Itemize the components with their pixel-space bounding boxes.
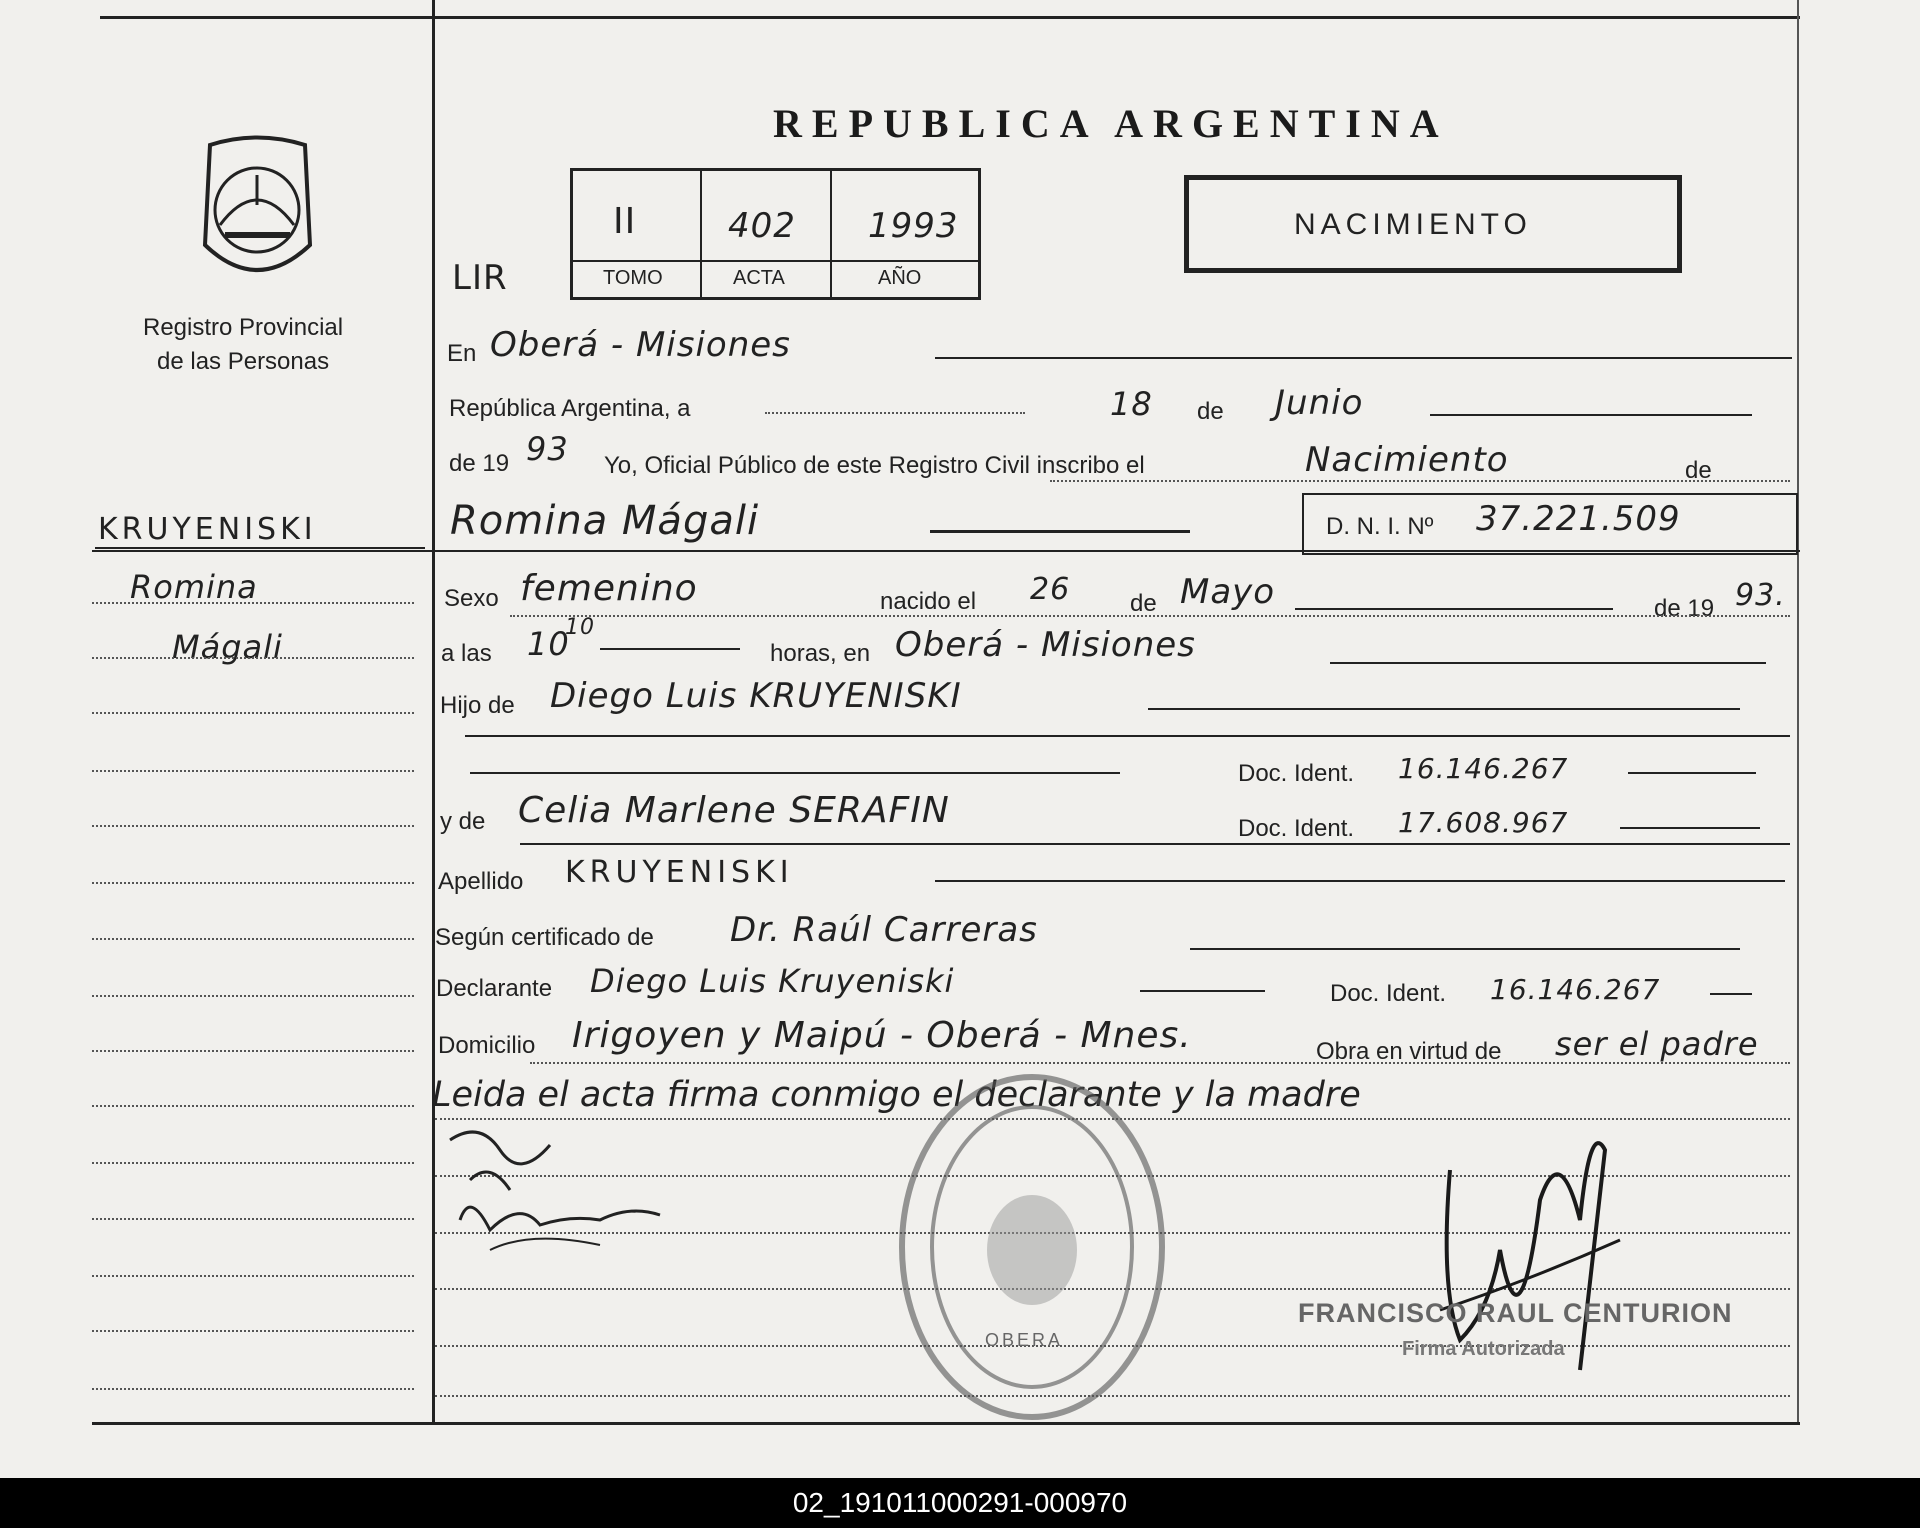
declarant-signature-icon [430,1120,690,1270]
oficial-text: Yo, Oficial Público de este Registro Civil inscribo el [604,452,1145,479]
segun-value: Dr. Raúl Carreras [730,910,1038,950]
record-box [570,168,981,300]
anio-value: 1993 [868,206,959,246]
dni-label: D. N. I. Nº [1326,513,1434,540]
leida-value: Leida el acta firma conmigo el declarante y la madre [432,1075,1361,1115]
anio-label: AÑO [878,267,922,289]
father-value: Diego Luis KRUYENISKI [550,676,962,716]
dni-value: 37.221.509 [1476,499,1681,539]
de-label: de [1197,398,1224,425]
official-name: FRANCISCO RAUL CENTURION [1298,1298,1733,1328]
sexo-value: femenino [520,568,698,609]
type-box [1184,175,1682,273]
doc-label3: Doc. Ident. [1330,980,1447,1007]
birth-day: 26 [1030,572,1071,607]
en-value: Oberá - Misiones [490,325,791,365]
domicilio-label: Domicilio [438,1032,536,1059]
hijo-label: Hijo de [440,692,515,719]
domicilio-value: Irigoyen y Maipú - Oberá - Mnes. [572,1015,1192,1056]
father-doc: 16.146.267 [1398,752,1569,785]
birth-year: 93. [1735,578,1786,613]
obra-value: ser el padre [1555,1025,1759,1063]
mother-value: Celia Marlene SERAFIN [518,790,950,831]
obra-label: Obra en virtud de [1316,1038,1502,1065]
month-value: Junio [1275,383,1364,423]
margin-name2: Mágali [172,628,283,666]
declarante-label: Declarante [436,975,553,1002]
sexo-label: Sexo [444,585,499,612]
de-label3: de [1130,590,1157,617]
footer-bar [0,1478,1920,1528]
nacido-label: nacido el [880,588,977,615]
place-value: Oberá - Misiones [895,625,1196,665]
birth-year-prefix: de 19 [1654,595,1715,622]
year-prefix: de 19 [449,450,510,477]
declarante-value: Diego Luis Kruyeniski [590,962,955,1000]
province-seal-icon [190,135,325,285]
event-value: Nacimiento [1305,440,1509,480]
tomo-value: II [613,201,637,242]
year-value: 93 [526,430,569,468]
apellido-value: KRUYENISKI [565,855,794,890]
margin-surname: KRUYENISKI [98,512,317,547]
acta-value: 402 [728,206,796,246]
hour-value: 10 [527,625,570,663]
seal-center-text: OBERA [985,1330,1064,1350]
doc-label1: Doc. Ident. [1238,760,1355,787]
birth-month: Mayo [1180,572,1276,612]
acta-label: ACTA [733,267,785,289]
registry-line2: de las Personas [157,348,330,375]
top-rule [100,16,1800,19]
official-seal-icon [895,1070,1170,1425]
alas-label: a las [441,640,492,667]
yde-label: y de [440,808,486,835]
declarante-doc: 16.146.267 [1490,973,1661,1006]
republica-label: República Argentina, a [449,395,691,422]
day-value: 18 [1110,385,1153,423]
mother-doc: 17.608.967 [1398,806,1569,839]
en-label: En [447,340,477,367]
segun-label: Según certificado de [435,924,654,951]
right-border [1797,0,1799,1425]
country-title: REPUBLICA ARGENTINA [773,101,1449,146]
official-role: Firma Autorizada [1402,1338,1565,1360]
registry-line1: Registro Provincial [143,314,344,341]
hour-sup: 10 [565,615,595,640]
type-label: NACIMIENTO [1294,208,1532,241]
tomo-label: TOMO [603,267,663,289]
apellido-label: Apellido [438,868,524,895]
document-id: 02_191011000291-000970 [792,1487,1128,1518]
dni-box [1302,493,1798,555]
child-name: Romina Mágali [450,498,760,544]
horas-label: horas, en [770,640,871,667]
margin-name1: Romina [130,568,258,606]
record-prefix: LIR [452,258,508,298]
de-label2: de [1685,457,1712,484]
doc-label2: Doc. Ident. [1238,815,1355,842]
